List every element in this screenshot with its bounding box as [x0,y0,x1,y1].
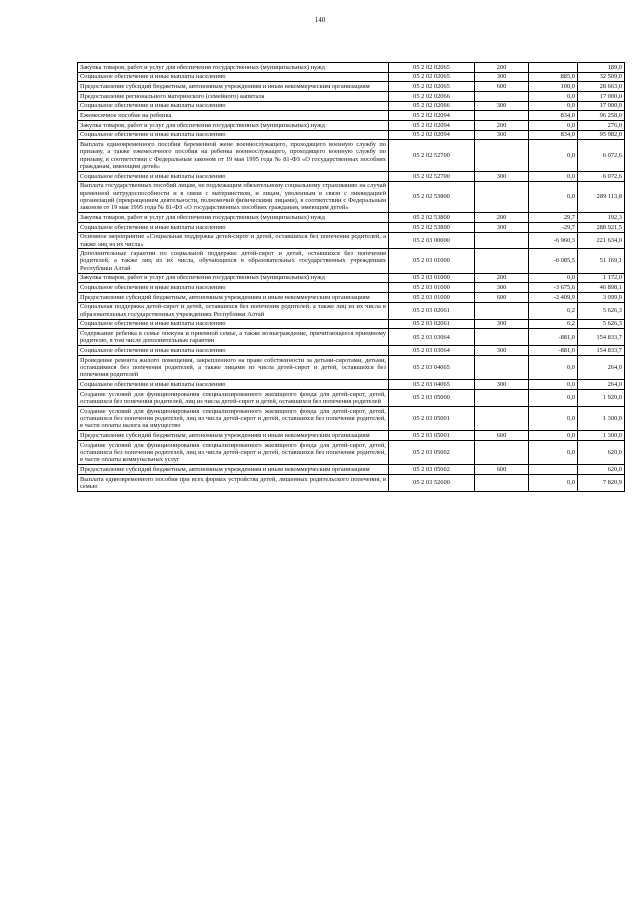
table-row [78,431,625,441]
expense-type-cell: 300 [475,101,529,111]
total-amount-cell: 276,0 [578,121,625,131]
expense-type-cell [475,181,529,213]
change-amount-cell: -6 960,3 [529,232,578,249]
expense-name-cell: Социальное обеспечение и иные выплаты населению [78,380,389,390]
total-amount-cell: 154 833,7 [578,346,625,356]
expense-type-cell: 200 [475,63,529,73]
change-amount-cell: 0,0 [529,440,578,464]
table-row [78,273,625,283]
expense-type-cell: 300 [475,380,529,390]
expense-type-cell [475,111,529,121]
expense-name-cell: Создание условий для функционирования специализированного жилищного фонда для детей-сирот, детей, оставшихся без попечения родителей, лиц из числа детей-сирот и детей, оставшихся без попечения родителей, в части оплаты налога на имущество [78,406,389,430]
expense-type-cell: 600 [475,465,529,475]
change-amount-cell: 100,0 [529,82,578,92]
target-code-cell: 05 2 03 03064 [389,346,475,356]
table-row [78,121,625,131]
table-row [78,213,625,223]
expense-name-cell: Социальное обеспечение и иные выплаты населению [78,346,389,356]
change-amount-cell: 0,0 [529,380,578,390]
expense-type-cell: 600 [475,431,529,441]
target-code-cell: 05 2 02 02094 [389,130,475,140]
expense-type-cell: 600 [475,82,529,92]
total-amount-cell: 620,0 [578,440,625,464]
change-amount-cell: 0,0 [529,181,578,213]
expense-type-cell: 300 [475,222,529,232]
change-amount-cell: 0,0 [529,101,578,111]
target-code-cell: 05 2 03 02061 [389,319,475,329]
expense-name-cell: Закупка товаров, работ и услуг для обеспечения государственных (муниципальных) нужд [78,273,389,283]
change-amount-cell: 0,0 [529,431,578,441]
expense-type-cell [475,329,529,346]
change-amount-cell: 6,2 [529,302,578,319]
total-amount-cell: 95 982,0 [578,130,625,140]
expense-name-cell: Содержание ребенка в семье опекуна и приемной семье, а также вознаграждение, причитающееся приемному родителю, в том числе дополнительные гарантии [78,329,389,346]
target-code-cell: 05 2 02 02066 [389,92,475,102]
change-amount-cell [529,63,578,73]
expense-name-cell: Предоставление субсидий бюджетным, автономным учреждениям и иным некоммерческим организациям [78,82,389,92]
expense-name-cell: Основное мероприятие «Социальная поддержка детей-сирот и детей, оставшихся без попечения родителей, а также лиц из их числа» [78,232,389,249]
expense-type-cell [475,474,529,491]
target-code-cell: 05 2 02 02094 [389,121,475,131]
total-amount-cell: 189,0 [578,63,625,73]
total-amount-cell: 6 072,6 [578,140,625,172]
target-code-cell: 05 2 03 05001 [389,406,475,430]
table-row [78,232,625,249]
total-amount-cell: 620,0 [578,465,625,475]
total-amount-cell: 96 258,0 [578,111,625,121]
total-amount-cell: 6 072,6 [578,171,625,181]
total-amount-cell: 1 172,0 [578,273,625,283]
target-code-cell: 05 2 02 02065 [389,82,475,92]
expense-name-cell: Выплата единовременного пособия при всех формах устройства детей, лишенных родительского попечения, в семью [78,474,389,491]
table-row [78,82,625,92]
target-code-cell: 05 2 03 05001 [389,431,475,441]
total-amount-cell: 46 898,1 [578,283,625,293]
target-code-cell: 05 2 03 00000 [389,232,475,249]
expense-name-cell: Социальное обеспечение и иные выплаты населению [78,72,389,82]
expense-name-cell: Ежемесячное пособие на ребенка [78,111,389,121]
budget-table [77,62,625,492]
target-code-cell: 05 2 03 02061 [389,302,475,319]
table-row [78,222,625,232]
target-code-cell: 05 2 02 02066 [389,101,475,111]
expense-type-cell [475,440,529,464]
change-amount-cell: 885,0 [529,72,578,82]
expense-name-cell: Проведение ремонта жилого помещения, закрепленного на праве собственности за детьми-сиротами, детьми, оставшимися без попечения родителей, а также лицами из числа детей-сирот и детей, оставшихся без попечения родителей [78,356,389,380]
table-row [78,283,625,293]
expense-name-cell: Предоставление регионального материнского (семейного) капитала [78,92,389,102]
expense-type-cell: 200 [475,121,529,131]
change-amount-cell: -2 409,9 [529,293,578,303]
expense-name-cell: Предоставление субсидий бюджетным, автономным учреждениям и иным некоммерческим организациям [78,293,389,303]
expense-type-cell: 600 [475,293,529,303]
expense-type-cell: 200 [475,213,529,223]
target-code-cell: 05 2 02 02065 [389,63,475,73]
table-row [78,329,625,346]
table-row [78,293,625,303]
expense-name-cell: Закупка товаров, работ и услуг для обеспечения государственных (муниципальных) нужд [78,63,389,73]
target-code-cell: 05 2 02 52700 [389,140,475,172]
target-code-cell: 05 2 02 53800 [389,213,475,223]
table-row [78,92,625,102]
total-amount-cell: 51 169,1 [578,249,625,273]
table-row [78,356,625,380]
change-amount-cell: 0,0 [529,389,578,406]
change-amount-cell: 0,0 [529,273,578,283]
change-amount-cell: 834,0 [529,130,578,140]
total-amount-cell: 17 000,0 [578,92,625,102]
target-code-cell: 05 2 03 01000 [389,293,475,303]
expense-type-cell [475,389,529,406]
expense-name-cell: Социальная поддержка детей-сирот и детей, оставшихся без попечения родителей, а также лиц из их числа в образовательных государственных учреждениях Республики Алтай [78,302,389,319]
table-row [78,249,625,273]
expense-type-cell: 200 [475,273,529,283]
total-amount-cell: 7 820,9 [578,474,625,491]
change-amount-cell: 0,0 [529,140,578,172]
change-amount-cell: -881,0 [529,329,578,346]
target-code-cell: 05 2 02 02094 [389,111,475,121]
total-amount-cell: 221 634,0 [578,232,625,249]
table-row [78,440,625,464]
change-amount-cell: -881,0 [529,346,578,356]
target-code-cell: 05 2 03 01000 [389,249,475,273]
target-code-cell: 05 2 03 01000 [389,283,475,293]
total-amount-cell: 288 921,5 [578,222,625,232]
total-amount-cell: 3 099,0 [578,293,625,303]
total-amount-cell: 289 113,8 [578,181,625,213]
target-code-cell: 05 2 03 05002 [389,440,475,464]
total-amount-cell: 17 000,0 [578,101,625,111]
total-amount-cell: 5 626,3 [578,319,625,329]
table-row [78,319,625,329]
expense-type-cell: 300 [475,72,529,82]
table-row [78,474,625,491]
table-row [78,140,625,172]
table-row [78,380,625,390]
expense-name-cell: Выплата единовременного пособия беременной жене военнослужащего, проходящего военную службу по призыву, а также ежемесячного пособия на ребенка военнослужащего, проходящего военную службу по призыву, в соответствии с Федеральным законом от 19 мая 1995 года № 81-ФЗ «О государственных пособиях гражданам, имеющим детей» [78,140,389,172]
target-code-cell: 05 2 03 03064 [389,329,475,346]
expense-type-cell: 300 [475,283,529,293]
expense-name-cell: Закупка товаров, работ и услуг для обеспечения государственных (муниципальных) нужд [78,213,389,223]
table-row [78,101,625,111]
table-row [78,63,625,73]
change-amount-cell [529,465,578,475]
total-amount-cell: 32 509,0 [578,72,625,82]
total-amount-cell: 264,0 [578,380,625,390]
target-code-cell: 05 2 03 04065 [389,356,475,380]
table-row [78,389,625,406]
expense-name-cell: Социальное обеспечение и иные выплаты населению [78,130,389,140]
table-row [78,171,625,181]
table-row [78,302,625,319]
table-row [78,181,625,213]
expense-name-cell: Социальное обеспечение и иные выплаты населению [78,171,389,181]
change-amount-cell: 0,0 [529,356,578,380]
total-amount-cell: 264,0 [578,356,625,380]
expense-type-cell: 300 [475,130,529,140]
total-amount-cell: 1 920,0 [578,389,625,406]
target-code-cell: 05 2 03 05000 [389,389,475,406]
target-code-cell: 05 2 03 01000 [389,273,475,283]
target-code-cell: 05 2 02 52700 [389,171,475,181]
table-row [78,406,625,430]
expense-name-cell: Предоставление субсидий бюджетным, автономным учреждениям и иным некоммерческим организациям [78,465,389,475]
expense-type-cell: 300 [475,346,529,356]
change-amount-cell: -6 085,5 [529,249,578,273]
expense-type-cell [475,232,529,249]
target-code-cell: 05 2 02 53800 [389,181,475,213]
change-amount-cell: 834,0 [529,111,578,121]
expense-name-cell: Социальное обеспечение и иные выплаты населению [78,283,389,293]
expense-name-cell: Предоставление субсидий бюджетным, автономным учреждениям и иным некоммерческим организациям [78,431,389,441]
expense-name-cell: Дополнительные гарантии по социальной поддержке детей-сирот и детей, оставшихся без попечения родителей, а также лиц из их числа, обучающихся в образовательных государственных учреждениях Республики Алтай [78,249,389,273]
target-code-cell: 05 2 03 04065 [389,380,475,390]
change-amount-cell: 0,0 [529,406,578,430]
expense-name-cell: Закупка товаров, работ и услуг для обеспечения государственных (муниципальных) нужд [78,121,389,131]
target-code-cell: 05 2 03 52600 [389,474,475,491]
target-code-cell: 05 2 02 02065 [389,72,475,82]
change-amount-cell: 0,0 [529,92,578,102]
table-row [78,465,625,475]
change-amount-cell: -3 675,6 [529,283,578,293]
page-number: 140 [314,16,326,24]
expense-type-cell [475,302,529,319]
expense-name-cell: Социальное обеспечение и иные выплаты населению [78,101,389,111]
total-amount-cell: 192,3 [578,213,625,223]
target-code-cell: 05 2 03 05002 [389,465,475,475]
total-amount-cell: 1 300,0 [578,431,625,441]
expense-type-cell [475,140,529,172]
table-row [78,72,625,82]
table-row [78,130,625,140]
total-amount-cell: 28 663,0 [578,82,625,92]
table-row [78,111,625,121]
expense-type-cell: 300 [475,319,529,329]
total-amount-cell: 1 300,0 [578,406,625,430]
total-amount-cell: 154 833,7 [578,329,625,346]
table-row [78,346,625,356]
target-code-cell: 05 2 02 53800 [389,222,475,232]
change-amount-cell: 0,0 [529,171,578,181]
expense-type-cell: 300 [475,171,529,181]
expense-type-cell [475,356,529,380]
change-amount-cell: 29,7 [529,213,578,223]
change-amount-cell: 0,0 [529,121,578,131]
expense-name-cell: Выплата государственных пособий лицам, не подлежащим обязательному социальному страхованию на случай временной нетрудоспособности и в связи с материнством, и лицам, уволенным в связи с ликвидацией организаций (прекращением деятельности, полномочий физическими лицами), в соответствии с Федеральным законом от 19 мая 1995 года № 81-ФЗ «О государственных пособиях гражданам, имеющим детей» [78,181,389,213]
expense-name-cell: Создание условий для функционирования специализированного жилищного фонда для детей-сирот, детей, оставшихся без попечения родителей, лиц из числа детей-сирот и детей, оставшихся без попечения родителей, в части оплаты коммунальных услуг [78,440,389,464]
total-amount-cell: 5 626,3 [578,302,625,319]
change-amount-cell: 0,0 [529,474,578,491]
expense-name-cell: Создание условий для функционирования специализированного жилищного фонда для детей-сирот, детей, оставшихся без попечения родителей, лиц из числа детей-сирот и детей, оставшихся без попечения родителей [78,389,389,406]
expense-type-cell [475,92,529,102]
expense-name-cell: Социальное обеспечение и иные выплаты населению [78,319,389,329]
expense-name-cell: Социальное обеспечение и иные выплаты населению [78,222,389,232]
change-amount-cell: -29,7 [529,222,578,232]
expense-type-cell [475,249,529,273]
expense-type-cell [475,406,529,430]
change-amount-cell: 6,2 [529,319,578,329]
